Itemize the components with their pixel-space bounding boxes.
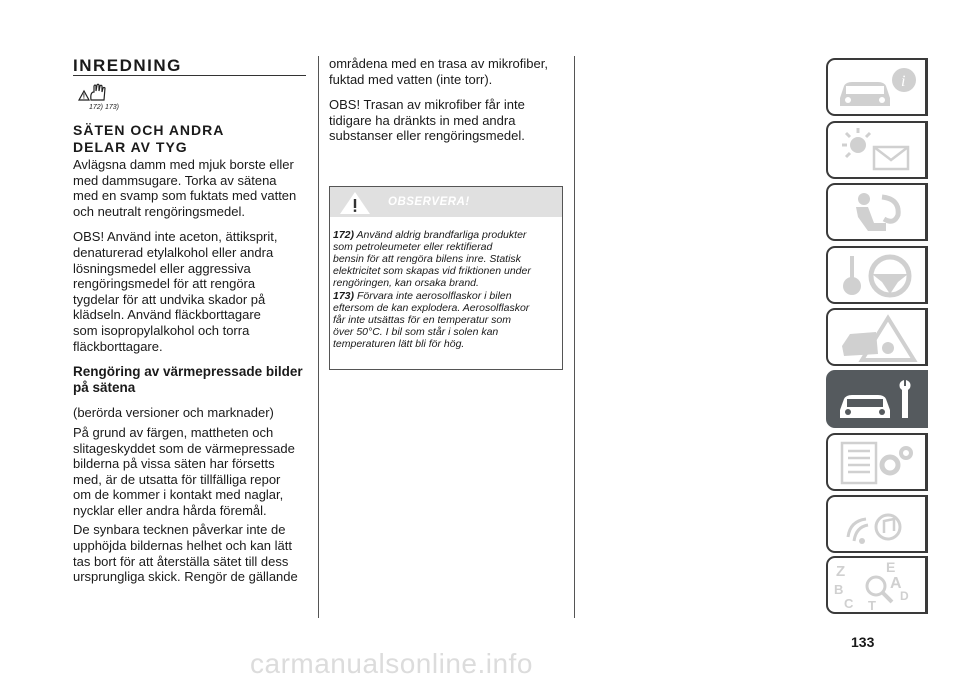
watermark: carmanualsonline.info: [250, 648, 533, 679]
index-icon: [828, 558, 928, 614]
tab-car-info[interactable]: [826, 58, 928, 116]
warning-body: [333, 229, 557, 351]
car-info-icon: [828, 60, 928, 116]
warning-triangle-icon: [338, 191, 372, 220]
emergency-icon: [828, 310, 928, 366]
warning-item-text: Använd aldrig brandfarliga produkter som petroleumeter eller rektifierad bensin för att rengöra bilens inre. Statisk elektricitet som skapas vid friktionen under rengöringen, kan orsaka brand.: [333, 229, 531, 289]
index-letter: Z: [836, 563, 846, 580]
column-left: [73, 157, 313, 595]
tab-car-maintenance[interactable]: [826, 370, 928, 428]
warning-item-text: Förvara inte aerosolflaskor i bilen eftersom de kan explodera. Aerosolflaskor får inte utsättas för en temperatur som över 50°C. I bil som står i solen kan temperaturen lätt bli för hög.: [333, 290, 530, 350]
warning-lights-icon: [828, 123, 928, 179]
specifications-icon: [828, 435, 928, 491]
index-letter: D: [900, 589, 909, 603]
seat-airbag-icon: [828, 185, 928, 241]
warning-item: [333, 290, 557, 350]
warning-box: [329, 186, 563, 370]
tab-multimedia[interactable]: [826, 495, 928, 553]
warning-header: [330, 187, 562, 217]
paragraph: (berörda versioner och marknader): [73, 405, 274, 421]
svg-text:i: i: [901, 73, 906, 90]
index-letter: B: [834, 582, 844, 597]
index-letter: A: [890, 575, 902, 592]
paragraph: OBS! Använd inte aceton, ättiksprit, denaturerad etylalkohol eller andra lösningsmedel eller aggressiva rengöringsmedel för att rengöra tygdelar för att undvika skador på klädseln. Använd fläckborttagare som isopropylalkohol och torra fläckborttagare.: [73, 229, 278, 354]
multimedia-icon: [828, 497, 928, 553]
tab-emergency[interactable]: [826, 308, 928, 366]
car-wrench-icon: [828, 372, 928, 428]
chapter-heading: INREDNING: [73, 56, 182, 75]
page-number: 133: [851, 634, 875, 650]
tab-index[interactable]: [826, 556, 928, 614]
tab-warning-lights[interactable]: [826, 121, 928, 179]
section-title: SÄTEN OCH ANDRA DELAR AV TYG: [73, 122, 225, 155]
reference-numbers: 172) 173): [89, 104, 119, 111]
tab-specifications[interactable]: [826, 433, 928, 491]
column-divider: [574, 56, 575, 618]
index-letter: C: [844, 596, 854, 611]
tab-seat-airbag[interactable]: [826, 183, 928, 241]
column-middle: [329, 56, 569, 154]
warning-glove-icon: [75, 82, 113, 104]
warning-item: [333, 229, 557, 289]
column-divider: [318, 56, 319, 618]
paragraph: områdena med en trasa av mikrofiber, fuktad med vatten (inte torr).: [329, 56, 548, 87]
index-letter: T: [868, 598, 876, 613]
paragraph: OBS! Trasan av mikrofiber får inte tidigare ha dränkts in med andra substanser eller rengöringsmedel.: [329, 97, 525, 144]
svg-text:!: !: [82, 93, 86, 101]
heading-rule: [73, 75, 306, 76]
key-steering-wheel-icon: [828, 248, 928, 304]
index-letter: E: [886, 559, 896, 575]
warning-item-number: 172): [333, 229, 355, 241]
subheading: Rengöring av värmepressade bilder på sätena: [73, 364, 303, 395]
tab-key-steering[interactable]: [826, 246, 928, 304]
warning-item-number: 173): [333, 290, 355, 302]
paragraph: På grund av färgen, mattheten och slitageskyddet som de värmepressade bilderna på vissa säten har försetts med, är de utsatta för tillfälliga repor om de kommer i kontakt med naglar, nycklar eller andra hårda föremål.: [73, 424, 295, 518]
paragraph: De synbara tecknen påverkar inte de upphöjda bildernas helhet och kan lätt tas bort för att återställa sätet till dess ursprungliga skick. Rengör de gällande: [73, 522, 298, 585]
paragraph: Avlägsna damm med mjuk borste eller med dammsugare. Torka av sätena med en svamp som fuktats med vatten och neutralt rengöringsmedel.: [73, 157, 297, 219]
warning-title: OBSERVERA!: [388, 196, 470, 208]
